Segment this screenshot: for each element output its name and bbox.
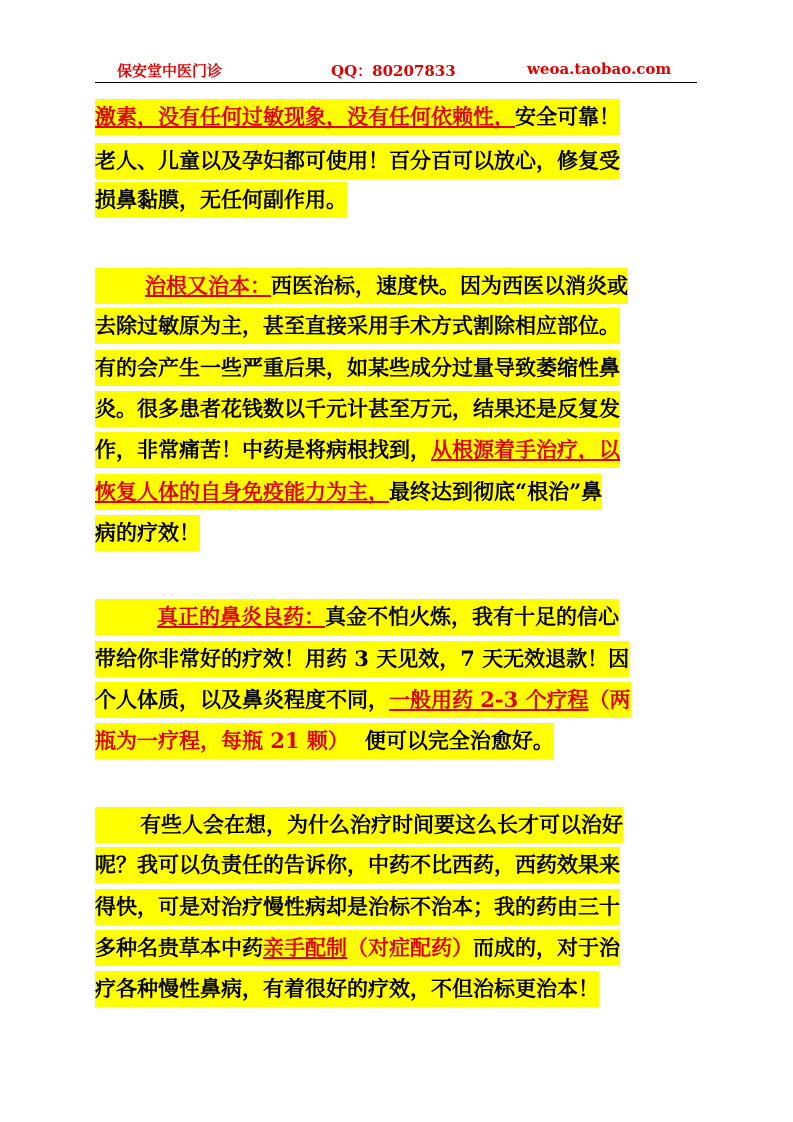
p3-heading: 真正的鼻炎良药： — [157, 604, 325, 629]
p2-line-6: 恢复人体的自身免疫能力为主，最终达到彻底“根治”鼻 — [95, 474, 602, 510]
p1-highlight-text: 激素，没有任何过敏现象，没有任何依赖性， — [95, 104, 515, 129]
p4-line-4: 多种名贵草本中药亲手配制（对症配药）而成的，对于治 — [95, 930, 620, 966]
qq-number: QQ：80207833 — [331, 62, 456, 80]
p1-line-1 — [95, 99, 620, 135]
p1-line-2: 老人、儿童以及孕妇都可使用！百分百可以放心，修复受 — [95, 143, 620, 179]
p2-line-5: 作，非常痛苦！中药是将病根找到，从根源着手治疗，以 — [95, 432, 620, 468]
clinic-name: 保安堂中医门诊 — [117, 62, 223, 80]
p2-line-3: 有的会产生一些严重后果，如某些成分过量导致萎缩性鼻 — [95, 350, 620, 386]
p3-highlight-course: 一般用药 2-3 个疗程 — [389, 687, 589, 712]
p2-highlight-2: 恢复人体的自身免疫能力为主， — [95, 479, 389, 504]
p3-line-3: 个人体质，以及鼻炎程度不同，一般用药 2-3 个疗程（两 — [95, 682, 631, 718]
p4-line-2: 呢？我可以负责任的告诉你，中药不比西药，西药效果来 — [95, 847, 620, 883]
p2-highlight-1: 从根源着手治疗，以 — [431, 437, 620, 462]
p2-line-4: 炎。很多患者花钱数以千元计甚至万元，结果还是反复发 — [95, 391, 620, 427]
p2-line-2: 去除过敏原为主，甚至直接采用手术方式割除相应部位。 — [95, 308, 620, 344]
p1-text: 安全可靠！ — [515, 104, 620, 129]
p2-heading: 治根又治本： — [145, 273, 271, 298]
shop-url: weoa.taobao.com — [527, 60, 672, 78]
p4-line-1: 有些人会在想，为什么治疗时间要这么长才可以治好 — [95, 807, 623, 843]
p4-highlight-made: 亲手配制 — [263, 935, 347, 960]
p2-line-7: 病的疗效！ — [95, 515, 200, 551]
p1-line-3: 损鼻黏膜，无任何副作用。 — [95, 182, 347, 218]
p3-line-2: 带给你非常好的疗效！用药 3 天见效，7 天无效退款！因 — [95, 641, 629, 677]
p2-line-1: 治根又治本：西医治标，速度快。因为西医以消炎或 — [95, 268, 628, 304]
p3-highlight-dose: 瓶为一疗程，每瓶 21 颗） — [95, 728, 349, 753]
p3-line-1: 真正的鼻炎良药：真金不怕火炼，我有十足的信心 — [95, 599, 619, 635]
p3-line-4: 瓶为一疗程，每瓶 21 颗） 便可以完全治愈好。 — [95, 723, 554, 759]
page-header — [95, 60, 697, 83]
p4-line-5: 疗各种慢性鼻病，有着很好的疗效，不但治标更治本！ — [95, 971, 599, 1007]
p4-line-3: 得快，可是对治疗慢性病却是治标不治本；我的药由三十 — [95, 889, 620, 925]
